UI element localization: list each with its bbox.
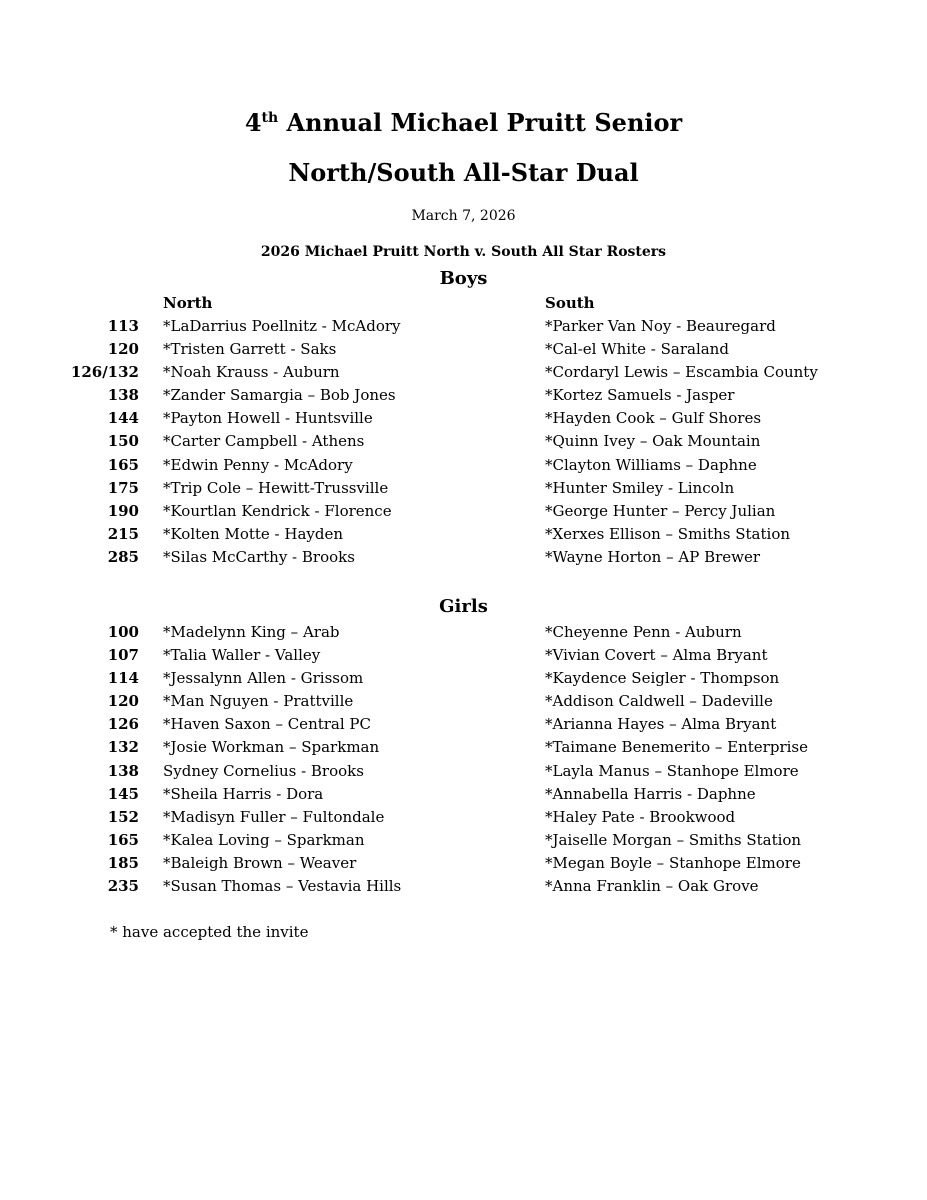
roster-row xyxy=(0,407,927,430)
girls-roster xyxy=(0,621,927,898)
south-wrestler: *Haley Pate - Brookwood xyxy=(545,807,736,826)
roster-row xyxy=(0,454,927,477)
north-wrestler: *Kourtlan Kendrick - Florence xyxy=(163,501,392,520)
north-wrestler: Sydney Cornelius - Brooks xyxy=(163,761,364,780)
weight-class: 138 xyxy=(107,386,139,405)
north-wrestler: *Susan Thomas – Vestavia Hills xyxy=(163,877,402,896)
north-column-header: North xyxy=(163,294,213,312)
north-wrestler: *Zander Samargia – Bob Jones xyxy=(163,386,396,405)
roster-row xyxy=(0,500,927,523)
roster-row xyxy=(0,806,927,829)
roster-subtitle: 2026 Michael Pruitt North v. South All Star Rosters xyxy=(260,244,667,260)
weight-class: 100 xyxy=(107,623,139,641)
title-ordinal-number: 4 xyxy=(244,108,262,137)
north-wrestler: *Payton Howell - Huntsville xyxy=(163,409,373,428)
south-wrestler: *Parker Van Noy - Beauregard xyxy=(545,317,776,335)
roster-row xyxy=(0,760,927,783)
north-wrestler: *Carter Campbell - Athens xyxy=(163,432,365,451)
south-wrestler: *Kortez Samuels - Jasper xyxy=(545,386,735,405)
boys-roster xyxy=(0,315,927,569)
south-wrestler: *Kaydence Seigler - Thompson xyxy=(545,669,780,688)
south-wrestler: *Annabella Harris - Daphne xyxy=(545,784,756,803)
roster-row xyxy=(0,736,927,759)
weight-class: 107 xyxy=(107,646,139,665)
roster-row xyxy=(0,644,927,667)
roster-row xyxy=(0,338,927,361)
weight-class: 165 xyxy=(107,455,139,474)
roster-row xyxy=(0,667,927,690)
boys-heading: Boys xyxy=(439,268,488,289)
south-wrestler: *Wayne Horton – AP Brewer xyxy=(545,547,761,566)
weight-class: 152 xyxy=(107,807,139,826)
roster-row xyxy=(0,621,927,644)
north-wrestler: *Josie Workman – Sparkman xyxy=(163,738,380,757)
south-column-header: South xyxy=(545,294,595,312)
title-line-2: North/South All-Star Dual xyxy=(288,158,639,187)
south-wrestler: *Quinn Ivey – Oak Mountain xyxy=(545,432,761,451)
weight-class: 126 xyxy=(107,715,139,734)
north-wrestler: *Talia Waller - Valley xyxy=(163,646,321,665)
north-wrestler: *Tristen Garrett - Saks xyxy=(163,340,337,359)
south-wrestler: *Arianna Hayes – Alma Bryant xyxy=(545,715,777,734)
south-wrestler: *Xerxes Ellison – Smiths Station xyxy=(545,524,791,543)
south-wrestler: *Taimane Benemerito – Enterprise xyxy=(545,738,808,757)
girls-heading: Girls xyxy=(439,596,488,617)
south-wrestler: *Cheyenne Penn - Auburn xyxy=(545,623,742,641)
roster-row xyxy=(0,852,927,875)
weight-class: 190 xyxy=(107,501,139,520)
north-wrestler: *LaDarrius Poellnitz - McAdory xyxy=(163,317,401,335)
south-wrestler: *Cal-el White - Saraland xyxy=(545,340,729,359)
north-wrestler: *Kolten Motte - Hayden xyxy=(163,524,344,543)
south-wrestler: *Anna Franklin – Oak Grove xyxy=(545,877,759,896)
south-wrestler: *Cordaryl Lewis – Escambia County xyxy=(545,363,818,382)
north-wrestler: *Haven Saxon – Central PC xyxy=(163,715,372,734)
south-wrestler: *Megan Boyle – Stanhope Elmore xyxy=(545,853,801,872)
title-ordinal-suffix: th xyxy=(261,110,279,126)
south-wrestler: *Addison Caldwell – Dadeville xyxy=(545,692,773,711)
weight-class: 144 xyxy=(107,409,139,428)
north-wrestler: *Edwin Penny - McAdory xyxy=(163,455,353,474)
north-wrestler: *Trip Cole – Hewitt-Trussville xyxy=(163,478,389,497)
roster-row xyxy=(0,690,927,713)
north-wrestler: *Madisyn Fuller – Fultondale xyxy=(163,807,385,826)
north-wrestler: *Man Nguyen - Prattville xyxy=(163,692,354,711)
weight-class: 120 xyxy=(107,692,139,711)
weight-class: 138 xyxy=(107,761,139,780)
south-wrestler: *Hayden Cook – Gulf Shores xyxy=(545,409,762,428)
weight-class: 132 xyxy=(107,738,139,757)
north-wrestler: *Madelynn King – Arab xyxy=(163,623,340,641)
weight-class: 175 xyxy=(107,478,139,497)
north-wrestler: *Kalea Loving – Sparkman xyxy=(163,830,365,849)
weight-class: 215 xyxy=(107,524,139,543)
roster-row xyxy=(0,523,927,546)
weight-class: 150 xyxy=(107,432,139,451)
south-wrestler: *Layla Manus – Stanhope Elmore xyxy=(545,761,799,780)
north-wrestler: *Silas McCarthy - Brooks xyxy=(163,547,355,566)
weight-class: 165 xyxy=(107,830,139,849)
roster-row xyxy=(0,430,927,453)
weight-class: 185 xyxy=(107,853,139,872)
weight-class: 114 xyxy=(107,669,139,688)
roster-row xyxy=(0,829,927,852)
north-wrestler: *Baleigh Brown – Weaver xyxy=(163,853,357,872)
roster-row xyxy=(0,875,927,898)
roster-row xyxy=(0,361,927,384)
weight-class: 113 xyxy=(107,317,139,335)
weight-class: 145 xyxy=(107,784,139,803)
north-wrestler: *Noah Krauss - Auburn xyxy=(163,363,340,382)
title-line-1-text: Annual Michael Pruitt Senior xyxy=(278,108,683,137)
weight-class: 126/132 xyxy=(70,363,139,382)
south-wrestler: *George Hunter – Percy Julian xyxy=(545,501,776,520)
weight-class: 285 xyxy=(107,547,139,566)
roster-row xyxy=(0,783,927,806)
roster-row xyxy=(0,315,927,338)
north-wrestler: *Sheila Harris - Dora xyxy=(163,784,324,803)
acceptance-footnote: * have accepted the invite xyxy=(110,923,309,941)
roster-row xyxy=(0,384,927,407)
south-wrestler: *Clayton Williams – Daphne xyxy=(545,455,757,474)
south-wrestler: *Hunter Smiley - Lincoln xyxy=(545,478,735,497)
roster-row xyxy=(0,546,927,569)
roster-row xyxy=(0,713,927,736)
weight-class: 120 xyxy=(107,340,139,359)
north-wrestler: *Jessalynn Allen - Grissom xyxy=(163,669,364,688)
title-line-1 xyxy=(0,108,927,137)
south-wrestler: *Vivian Covert – Alma Bryant xyxy=(545,646,768,665)
south-wrestler: *Jaiselle Morgan – Smiths Station xyxy=(545,830,802,849)
roster-row xyxy=(0,477,927,500)
weight-class: 235 xyxy=(107,877,139,896)
event-date: March 7, 2026 xyxy=(411,208,516,224)
